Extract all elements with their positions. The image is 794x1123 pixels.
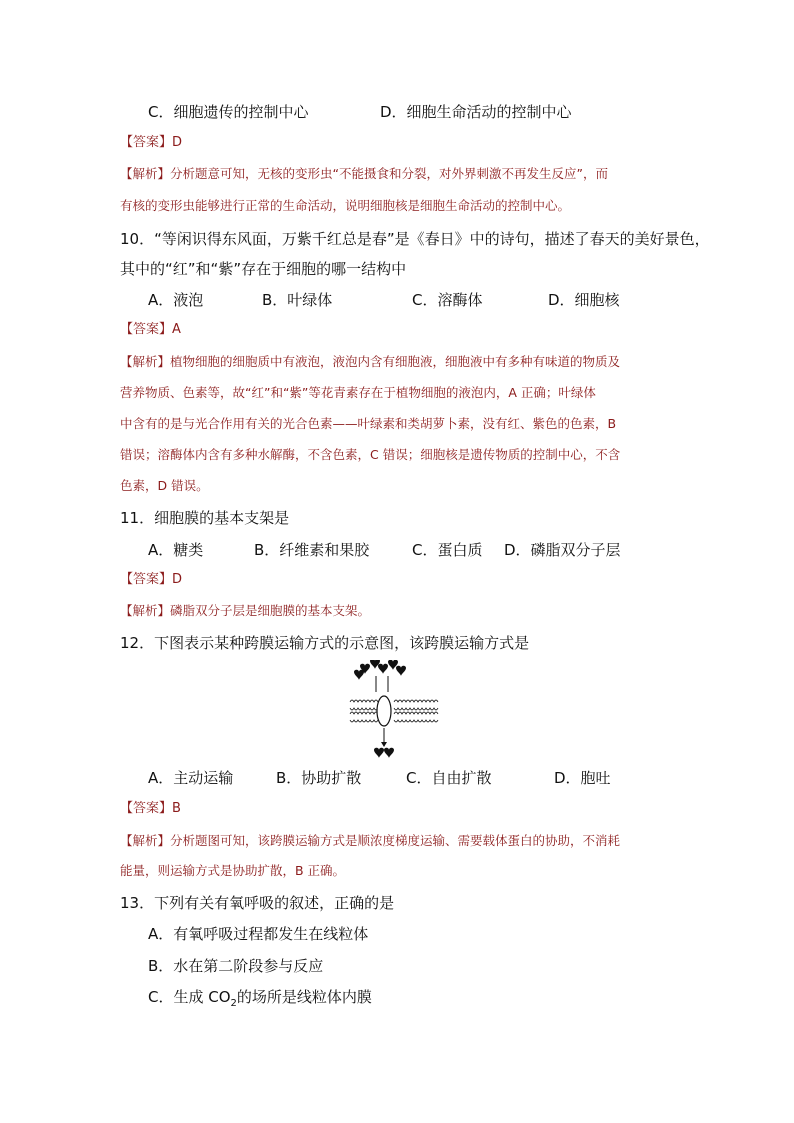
q10-answer: 【答案】A <box>120 322 181 337</box>
q10-analysis-line-4: 错误；溶酶体内含有多种水解酶，不含色素，C 错误；细胞核是遗传物质的控制中心，不含 <box>120 447 621 462</box>
q12-analysis-line-1: 【解析】分析题图可知，该跨膜运输方式是顺浓度梯度运输、需要载体蛋白的协助，不消耗 <box>120 833 621 848</box>
q13-stem: 13．下列有关有氧呼吸的叙述，正确的是 <box>120 894 395 912</box>
q9-answer: 【答案】D <box>120 135 183 150</box>
q11-answer: 【答案】D <box>120 572 183 587</box>
q11-stem: 11．细胞膜的基本支架是 <box>120 509 290 527</box>
q11-option-d: D．磷脂双分子层 <box>504 541 621 559</box>
membrane-transport-diagram <box>348 660 444 760</box>
q9-option-d: D．细胞生命活动的控制中心 <box>380 103 572 121</box>
q13-option-c-text-end: 的场所是线粒体内膜 <box>236 988 372 1006</box>
q10-analysis-line-5: 色素，D 错误。 <box>120 478 209 493</box>
q12-stem: 12．下图表示某种跨膜运输方式的示意图，该跨膜运输方式是 <box>120 634 530 652</box>
q10-analysis-line-2: 营养物质、色素等，故“红”和“紫”等花青素存在于植物细胞的液泡内，A 正确；叶绿体 <box>120 385 596 400</box>
q13-option-c <box>148 987 372 1014</box>
q9-analysis-line-2: 有核的变形虫能够进行正常的生命活动，说明细胞核是细胞生命活动的控制中心。 <box>120 198 571 213</box>
q10-stem-line-1: 10．“等闲识得东风面，万紫千红总是春”是《春日》中的诗句，描述了春天的美好景色， <box>120 230 710 248</box>
q10-stem-line-2: 其中的“红”和“紫”存在于细胞的哪一结构中 <box>120 260 407 278</box>
q12-option-c: C．自由扩散 <box>406 769 492 787</box>
q12-option-b: B．协助扩散 <box>276 769 362 787</box>
q12-answer: 【答案】B <box>120 801 181 816</box>
q12-option-a: A．主动运输 <box>148 769 234 787</box>
q12-analysis-line-2: 能量，则运输方式是协助扩散，B 正确。 <box>120 863 346 878</box>
carrier-protein <box>377 696 391 726</box>
q10-analysis-line-1: 【解析】植物细胞的细胞质中有液泡，液泡内含有细胞液，细胞液中有多种有味道的物质及 <box>120 354 621 369</box>
q10-option-b: B．叶绿体 <box>262 291 333 309</box>
q9-analysis-line-1: 【解析】分析题意可知，无核的变形虫“不能摄食和分裂，对外界刺激不再发生反应”，而 <box>120 166 608 181</box>
heart-molecules-top <box>354 660 406 680</box>
phospholipid-bilayer <box>350 700 438 722</box>
q10-option-a: A．液泡 <box>148 291 204 309</box>
q13-option-b: B．水在第二阶段参与反应 <box>148 957 324 975</box>
q11-option-b: B．纤维素和果胶 <box>254 541 370 559</box>
q11-option-a: A．糖类 <box>148 541 204 559</box>
q13-option-c-subscript: 2 <box>230 998 237 1009</box>
q11-analysis: 【解析】磷脂双分子层是细胞膜的基本支架。 <box>120 603 371 618</box>
q13-option-c-text: C．生成 CO <box>148 988 231 1006</box>
q10-option-c: C．溶酶体 <box>412 291 483 309</box>
q11-option-c: C．蛋白质 <box>412 541 483 559</box>
q9-option-c: C．细胞遗传的控制中心 <box>148 103 309 121</box>
heart-molecules-bottom <box>374 748 394 758</box>
q10-option-d: D．细胞核 <box>548 291 620 309</box>
q10-analysis-line-3: 中含有的是与光合作用有关的光合色素——叶绿素和类胡萝卜素，没有红、紫色的色素，B <box>120 416 617 431</box>
q13-option-a: A．有氧呼吸过程都发生在线粒体 <box>148 925 369 943</box>
q12-option-d: D．胞吐 <box>554 769 611 787</box>
